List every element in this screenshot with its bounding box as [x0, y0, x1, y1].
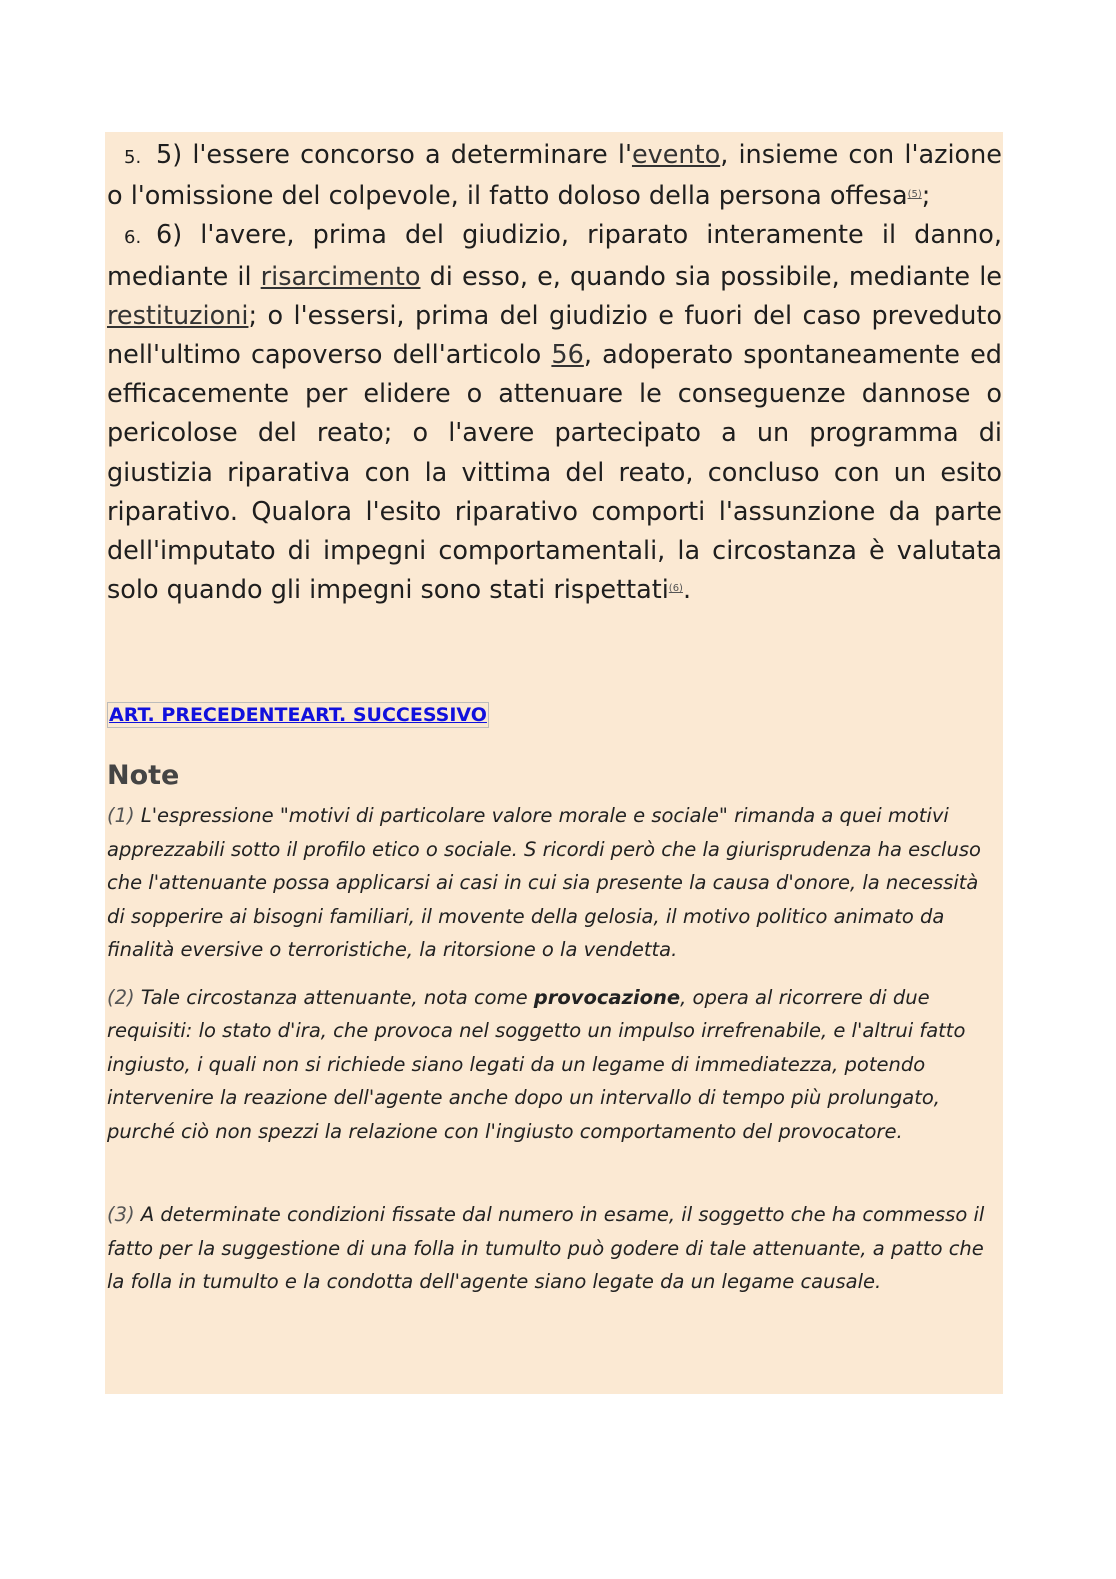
note-number: (3): [107, 1203, 135, 1226]
item-text: .: [682, 575, 692, 606]
note-text: A determinate condizioni fissate dal numero in esame, il soggetto che ha commesso il fatto per la suggestione di una folla in tumulto può godere di tale attenuante, a patto che la folla in tumulto e la condotta dell'agente siano legate da un legame causale.: [107, 1203, 985, 1293]
note-bold-term: provocazione: [533, 985, 681, 1009]
next-article-link[interactable]: ART. SUCCESSIVO: [300, 704, 487, 726]
item-text: 5) l'essere concorso a determinare l': [156, 140, 632, 170]
item-text: ;: [921, 181, 931, 212]
note-number: (2): [107, 985, 135, 1009]
article-navigation: [107, 702, 489, 728]
note-text: Tale circostanza attenuante, nota come: [134, 985, 534, 1009]
note-number: (1): [107, 804, 135, 827]
notes-heading: Note: [107, 760, 180, 791]
item-text: di esso, e, quando sia possibile, mediante le: [420, 261, 1002, 292]
footnote-link[interactable]: (6): [668, 583, 683, 595]
item-text: , adoperato spontaneamente ed efficacemente per elidere o attenuare le conseguenze dannose o pericolose del reato; o l'avere partecipato a un programma di giustizia riparativa con la vittima del reato, concluso con un esito riparativo. Qualora l'esito riparativo comporti l'assunzione da parte dell'imputato di impegni comportamentali, la circostanza è valutata solo quando gli impegni sono stati rispettati: [107, 340, 1002, 606]
item-text: ; o l'essersi, prima del giudizio e fuori del caso preveduto nell'ultimo capoverso dell'articolo: [107, 300, 1002, 371]
item-text: , insieme con l'azione o l'omissione del colpevole, il fatto doloso della persona offesa: [107, 140, 1002, 212]
note-item: [107, 799, 1002, 967]
note-text: L'espressione "motivi di particolare valore morale e sociale" rimanda a quei motivi apprezzabili sotto il profilo etico o sociale. S ricordi però che la giurisprudenza ha escluso che l'attenuante possa applicarsi ai casi in cui sia presente la causa d'onore, la necessità di sopperire ai bisogni familiari, il movente della gelosia, il motivo politico animato da finalità eversive o terroristiche, la ritorsione o la vendetta.: [107, 804, 981, 961]
note-text: , opera al ricorrere di due requisiti: lo stato d'ira, che provoca nel soggetto un impulso irrefrenabile, e l'altrui fatto ingiusto, i quali non si richiede siano legati da un legame di immediatezza, potendo intervenire la reazione dell'agente anche dopo un intervallo di tempo più prolungato, purché ciò non spezzi la relazione con l'ingiusto comportamento del provocatore.: [107, 985, 966, 1143]
note-item: [107, 981, 1002, 1149]
article-text: [107, 136, 1002, 610]
item-text: 6) l'avere, prima del giudizio, riparato interamente il danno, mediante il: [107, 220, 1002, 292]
link-articolo-56[interactable]: 56: [551, 340, 584, 371]
note-item: [107, 1198, 1002, 1299]
list-item-6: [107, 216, 1002, 610]
list-marker: 6.: [124, 227, 142, 249]
link-evento[interactable]: evento: [631, 140, 721, 170]
footnote-link[interactable]: (5): [907, 189, 922, 201]
prev-article-link[interactable]: ART. PRECEDENTE: [109, 704, 301, 726]
notes-list: [107, 799, 1002, 1313]
link-restituzioni[interactable]: restituzioni: [107, 300, 249, 331]
list-item-5: [107, 136, 1002, 216]
list-marker: 5.: [124, 147, 142, 168]
link-risarcimento[interactable]: risarcimento: [260, 261, 421, 292]
